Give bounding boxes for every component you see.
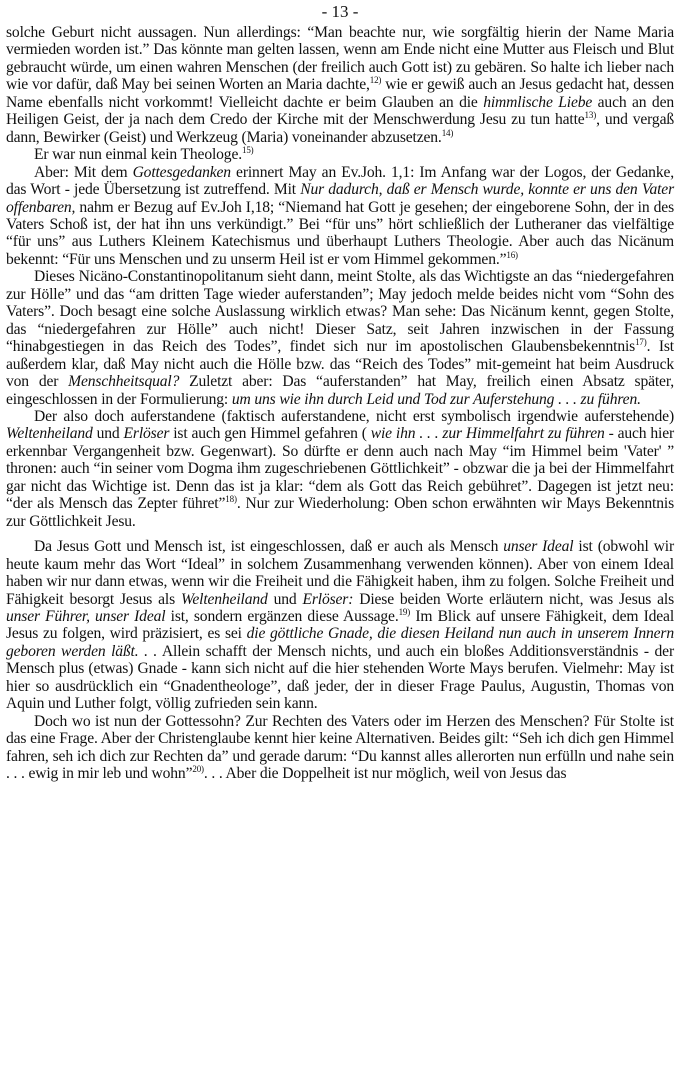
paragraph bbox=[6, 408, 674, 530]
text-run: ist auch gen Himmel gefahren ( bbox=[169, 425, 371, 443]
emphasized-text: Nur dadurch, daß er Mensch wurde, konnte er uns den Vater offenbaren, bbox=[6, 181, 674, 216]
paragraph bbox=[6, 164, 674, 269]
footnote-ref: 19) bbox=[398, 606, 411, 617]
emphasized-text: die göttliche Gnade, die diesen Heiland nun auch in unserem Innern geboren werden läßt. . . bbox=[6, 625, 674, 660]
text-run: nahm er Bezug auf Ev.Joh I,18; “Niemand hat Gott je gesehen; der eingeborene Sohn, der in des Vaters Schoß ist, der hat ihn uns verkündigt.” Bei “für uns” hört schließlich der Lutheraner das vielfältige “für uns” aus Luthers Kleinem Katechismus und überhaupt Luthers Theologie. Aber auch das Nicänum bekennt: “Für uns Menschen und zu unserm Heil ist er vom Himmel gekommen.” bbox=[6, 198, 674, 268]
text-run: ist, sondern ergänzen diese Aussage. bbox=[165, 607, 399, 625]
emphasized-text: Menschheitsqual? bbox=[68, 373, 180, 391]
text-run: und bbox=[267, 590, 303, 608]
text-run: Dieses Nicäno-Constantinopolitanum sieht dann, meint Stolte, als das Wichtigste an das “niedergefahren zur Hölle” und das “am dritten Tage wieder auferstanden”; May jedoch melde beides nicht vom “Sohn des Vaters”. Doch besagt eine solche Auslassung wirklich etwas? Man sehe: Das Nicänum kennt, gegen Stolte, das “niedergefahren zur Hölle” auch nicht! Dieser Satz, seit Jahren inzwischen in der Fassung “hinabgestiegen in das Reich des Todes”, findet sich nur im apostolischen Glaubensbekenntnis bbox=[6, 268, 674, 356]
text-run: Der also doch auferstandene (faktisch auferstandene, nicht erst symbolisch irgendwie auferstehende) bbox=[34, 407, 674, 425]
emphasized-text: um uns wie ihn durch Leid und Tod zur Auferstehung . . . zu führen. bbox=[231, 390, 641, 408]
footnote-ref: 20) bbox=[192, 764, 204, 775]
emphasized-text: unser Ideal bbox=[503, 538, 574, 556]
text-run: und bbox=[92, 425, 124, 443]
paragraph bbox=[6, 146, 674, 163]
text-run: Er war nun einmal kein Theologe. bbox=[34, 146, 242, 164]
footnote-ref: 18) bbox=[225, 494, 237, 505]
text-run: . Nur zur Wiederholung: Oben schon erwähnten wir Mays Bekenntnis zur Göttlichkeit Jesu. bbox=[6, 495, 674, 530]
footnote-ref: 13) bbox=[584, 110, 597, 121]
footnote-ref: 15) bbox=[241, 145, 254, 156]
emphasized-text: Weltenheiland bbox=[180, 590, 268, 608]
footnote-ref: 17) bbox=[635, 337, 647, 348]
text-run: Allein schafft der Mensch nichts, und auch ein bloßes Additionsverständnis - der Mensch plus (etwas) Gnade - kann sich nicht auf die hier stehenden Worte Mays berufen. Vielmehr: May ist hier so ausdrücklich ein “Gnadentheologe”, daß jeder, der in dieser Frage Paulus, Augustin, Thomas von Aquin und Luther folgt, völlig zufrieden sein kann. bbox=[6, 642, 674, 713]
text-run: ist (obwohl wir heute kaum mehr das Wort “Ideal” in solchem Zusammenhang verwenden können). Aber von einem Ideal haben wir nur dann etwas, wenn wir die Freiheit und die Fähigkeit haben, ihm zu folgen. Solche Freiheit und Fähigkeit besorgt Jesus als bbox=[6, 538, 674, 608]
paragraph bbox=[6, 268, 674, 408]
text-run: - auch hier erkennbar Vergangenheit bzw. Gegenwart). So dürfte er denn auch nach May “im Himmel beim 'Vater' ” thronen: auch “in seiner vom Dogma ihm zugeschriebenen Göttlichkeit” - obzwar die ja bei der Himmelfahrt gar nicht das Wichtige ist. Denn das ist ja klar: “dem als Gott das Reich gebühret”. Dagegen ist jetzt neu: “der als Mensch das Zepter führet” bbox=[6, 425, 675, 513]
paragraph bbox=[6, 538, 674, 713]
text-run: auch an den Heiligen Geist, der ja nach dem Credo der Kirche mit der Menschwerdung Jesu zu tun hatte bbox=[6, 93, 674, 129]
footnote-ref: 16) bbox=[506, 249, 518, 260]
paragraph bbox=[6, 713, 674, 783]
emphasized-text: wie ihn . . . zur Himmelfahrt zu führen bbox=[370, 425, 605, 443]
text-run: Diese beiden Worte erläutern nicht, was Jesus als bbox=[353, 590, 674, 608]
text-run: , und vergaß dann, Bewirker (Geist) und Werkzeug (Maria) voneinander abzusetzen. bbox=[6, 111, 674, 146]
text-run: . . . Aber die Doppelheit ist nur möglich, weil von Jesus das bbox=[203, 765, 567, 783]
text-run: solche Geburt nicht aussagen. Nun allerdings: “Man beachte nur, wie sorgfältig hierin der Name Maria vermieden worden ist.” Das könnte man gelten lassen, wenn am Ende nicht eine Mutter aus Fleisch und Blut gebraucht würde, um einen wahren Menschen (der freilich auch Gott ist) zu gebären. So halte ich lieber nach wie vor dafür, daß May bei seinen Worten an Maria dachte, bbox=[6, 24, 674, 94]
page-number: - 13 - bbox=[321, 2, 359, 21]
emphasized-text: Erlöser: bbox=[302, 590, 354, 608]
emphasized-text: himmlische Liebe bbox=[483, 93, 593, 111]
text-run: Da Jesus Gott und Mensch ist, ist eingeschlossen, daß er auch als Mensch bbox=[34, 538, 504, 556]
text-run: Zuletzt aber: Das “auferstanden” hat May, freilich einen Absatz später, eingeschlossen in der Formulierung: bbox=[6, 373, 674, 408]
text-run: Doch wo ist nun der Gottessohn? Zur Rechten des Vaters oder im Herzen des Menschen? Für Stolte ist das eine Frage. Aber der Christenglaube kennt hier keine Alternativen. Beides gilt: “Seh ich dich gen Himmel fahren, seh ich dich zur Rechten da” und gerade darum: “Du kannst alles allerorten nun erfülln und nahe sein . . . ewig in mir leb und wohn” bbox=[6, 712, 674, 783]
text-run: wie er gewiß auch an Jesus gedacht hat, dessen Name ebenfalls nicht vorkommt! Vielleicht dachte er beim Glauben an die bbox=[6, 76, 674, 111]
text-run: erinnert May an Ev.Joh. 1,1: Im Anfang war der Logos, der Gedanke, das Wort - jede Übersetzung ist zutreffend. Mit bbox=[6, 163, 674, 199]
emphasized-text: Weltenheiland bbox=[6, 425, 93, 443]
footnote-ref: 14) bbox=[441, 127, 454, 138]
emphasized-text: Erlöser bbox=[123, 425, 170, 443]
text-run: . Ist außerdem klar, daß May nicht auch die Hölle bzw. das “Reich des Todes” mit-gemeint hat beim Ausdruck von der bbox=[6, 338, 674, 391]
paragraph bbox=[6, 24, 674, 146]
footnote-ref: 12) bbox=[369, 75, 382, 86]
body-text bbox=[6, 24, 674, 782]
text-run: Im Blick auf unsere Fähigkeit, dem Ideal Jesus zu folgen, wird präzisiert, es sei bbox=[6, 607, 675, 643]
text-run: Aber: Mit dem bbox=[34, 163, 133, 181]
emphasized-text: Gottesgedanken bbox=[132, 163, 231, 181]
emphasized-text: unser Führer, unser Ideal bbox=[6, 607, 166, 625]
